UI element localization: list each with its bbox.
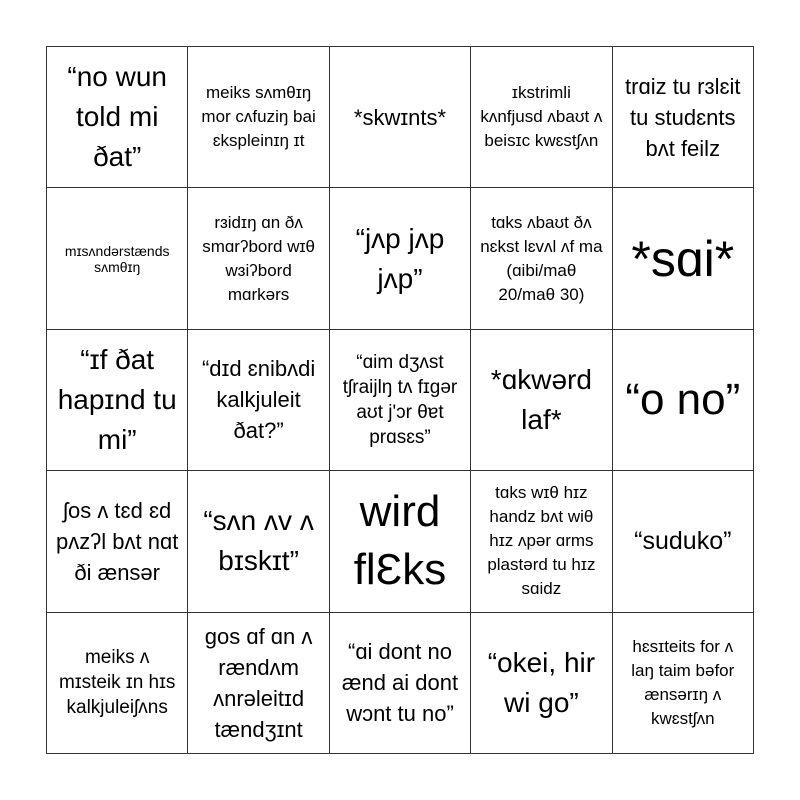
bingo-cell[interactable] [330,471,471,612]
bingo-cell[interactable] [613,471,754,612]
bingo-cell[interactable] [471,471,612,612]
bingo-cell[interactable] [330,330,471,471]
bingo-cell[interactable] [613,47,754,188]
bingo-cell[interactable] [330,188,471,329]
cell-text: ɪkstrimli kʌnfjusd ʌbaʊt ʌ beisɪc kwɛstʃʌn [480,83,603,151]
cell-text: mɪsʌndərstænds sʌmθɪŋ [64,242,170,275]
cell-text: “ɪf ðat hapɪnd tu mi” [57,343,177,455]
bingo-cell[interactable] [47,471,188,612]
bingo-cell[interactable] [471,613,612,754]
cell-text: “suduko” [634,527,732,556]
bingo-cell[interactable] [47,613,188,754]
cell-text: meiks sʌmθɪŋ mor cʌfuziŋ bai ɛkspleinɪŋ ɪt [201,83,316,151]
cell-text: tɑks ʌbaʊt ðʌ nɛkst lɛvʌl ʌf ma (ɑibi/maθ 20/maθ 30) [480,212,603,304]
bingo-board [46,46,754,754]
bingo-cell[interactable] [471,188,612,329]
bingo-cell[interactable] [188,471,329,612]
cell-text: meiks ʌ mɪsteik ɪn hɪs kalkjuleiʃʌns [59,647,176,719]
bingo-cell[interactable] [47,47,188,188]
cell-text: rɜidɪŋ ɑn ðʌ smɑrʔbord wɪθ wɜiʔbord mɑrkərs [202,212,315,304]
bingo-cell[interactable] [613,188,754,329]
cell-text: “ɑi dont no ænd ai dont wɔnt tu no” [341,639,459,727]
cell-text: “o no” [625,374,741,424]
cell-text: tɑks wɪθ hɪz handz bʌt wiθ hɪz ʌpər ɑrms plastərd tu hɪz sɑidz [487,483,596,599]
bingo-cell[interactable] [613,330,754,471]
bingo-cell[interactable] [188,188,329,329]
bingo-cell[interactable] [188,47,329,188]
bingo-cell[interactable] [47,330,188,471]
bingo-cell[interactable] [330,613,471,754]
cell-text: “dɪd ɛnibʌdi kalkjuleit ðat?” [201,356,316,444]
cell-text: gos ɑf ɑn ʌ rændʌm ʌnrəleitɪd tændʒɪnt [204,623,313,742]
cell-text: wird flƐks [353,487,447,595]
bingo-cell[interactable] [188,613,329,754]
cell-text: “jʌp jʌp jʌp” [355,222,445,294]
cell-text: trɑiz tu rɜlɛit tu studɛnts bʌt feilz [625,73,741,161]
bingo-cell[interactable] [47,188,188,329]
bingo-cell[interactable] [330,47,471,188]
cell-text: ʃos ʌ tɛd ɛd pʌzʔl bʌt nɑt ði ænsər [56,497,179,585]
cell-text: “ɑim dʒʌst tʃraijlŋ tʌ fɪgər aʊt j'ɔr θɐt prɑsɛs” [342,351,458,448]
cell-text: *sɑi* [631,230,735,287]
cell-text: *skwɪnts* [353,104,447,130]
cell-text: *ɑkwərd laf* [490,363,592,435]
cell-text: “okei, hir wi go” [487,646,596,718]
cell-text: hɛsɪteits for ʌ laŋ taim bəfor ænsərɪŋ ʌ kwɛstʃʌn [631,636,735,728]
bingo-cell[interactable] [471,330,612,471]
bingo-cell[interactable] [471,47,612,188]
cell-text: “sʌn ʌv ʌ bɪskɪt” [203,505,314,577]
bingo-cell[interactable] [613,613,754,754]
bingo-cell[interactable] [188,330,329,471]
cell-text: “no wun told mi ðat” [67,61,167,173]
